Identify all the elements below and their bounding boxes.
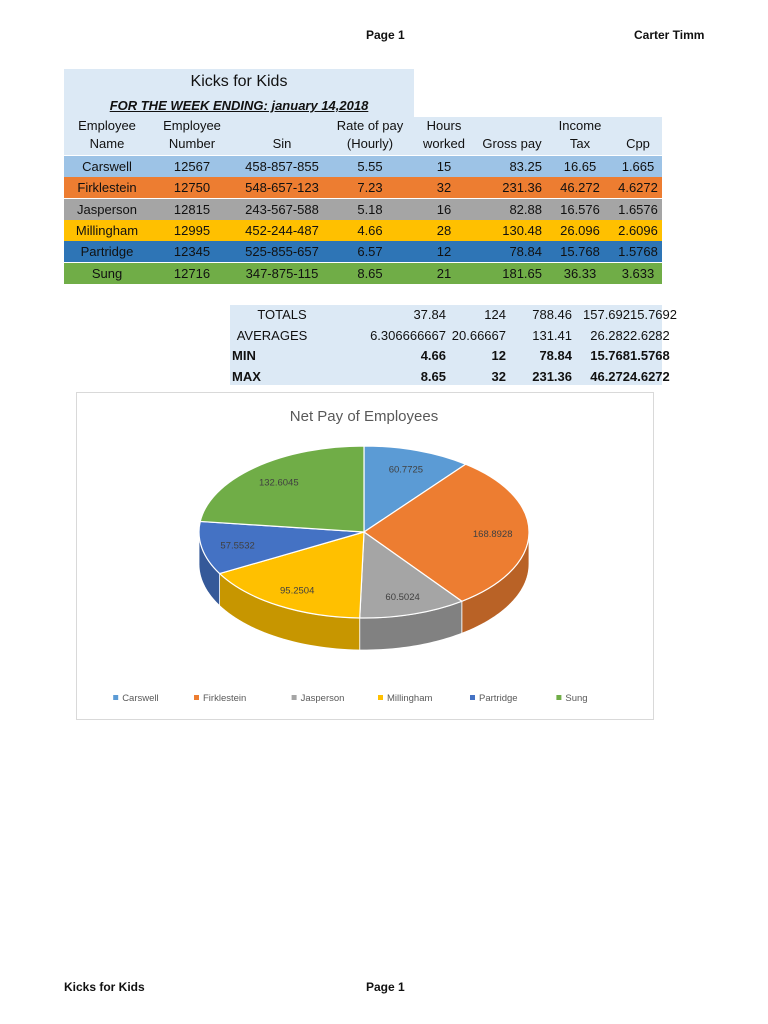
sheet-title: Kicks for Kids [190,73,288,90]
summary-row [230,346,670,366]
column-header-line [478,117,546,135]
column-header-line: Number [168,136,216,151]
summary-value: 8.65 [420,368,446,384]
summary-value: 20.66667 [451,327,506,343]
column-header [478,117,546,153]
table-cell: 16.65 [563,159,597,174]
summary-value: 15.768 [590,348,630,363]
chart-legend [113,693,587,704]
legend-label: Partridge [479,693,518,704]
table-cell: 82.88 [509,201,542,217]
chart-title: Net Pay of Employees [289,408,439,425]
column-header [330,117,410,153]
column-header-line: Employee [78,118,136,133]
summary-value: 12 [491,348,506,363]
column-header-line: Cpp [626,136,650,151]
column-header-line: Rate of pay [336,118,404,133]
header-page-number: Page 1 [366,28,405,42]
column-header-line [234,117,330,135]
table-cell: 1.6576 [618,201,658,217]
footer-title: Kicks for Kids [64,980,145,994]
table-cell: 130.48 [502,222,542,238]
pie-data-label: 95.2504 [280,585,315,597]
column-header-line: Income [558,118,602,133]
summary-value: 231.36 [532,368,572,384]
table-cell: 4.6272 [618,180,658,196]
legend-swatch [113,695,118,700]
table-cell: 12750 [173,180,211,196]
table-cell: 452-244-487 [245,222,319,238]
summary-value: 26.282 [590,327,630,343]
column-header-line: (Hourly) [346,136,394,151]
table-cell: Jasperson [77,201,137,217]
table-cell: 32 [436,180,452,196]
summary-value: 124 [484,307,506,322]
summary-value: 2.6282 [630,327,670,343]
column-header [234,117,330,153]
table-row [64,241,662,262]
table-cell: 2.6096 [618,222,658,238]
table-cell: 21 [436,265,452,281]
summary-label: MIN [232,348,256,363]
legend-swatch [470,695,475,700]
table-cell: 1.5768 [618,244,658,260]
summary-value: 4.66 [420,348,446,363]
pie-data-label: 168.8928 [472,529,513,540]
column-header-line: Employee [163,118,221,133]
table-cell: 26.096 [560,222,600,238]
sheet-subtitle: FOR THE WEEK ENDING: january 14,2018 [109,98,369,113]
table-cell: 231.36 [502,180,542,196]
summary-value: 4.6272 [630,368,670,384]
summary-value: 157.692 [583,307,630,322]
column-header-line: Gross pay [482,136,542,151]
table-cell: 15.768 [560,244,600,260]
summary-label: TOTALS [257,307,307,322]
title-box [64,69,414,117]
table-cell: 16 [436,201,452,217]
summary-row [230,305,677,325]
table-cell: 525-855-657 [245,244,319,260]
pie-data-label: 60.5024 [385,592,420,603]
column-header-line: Hours [426,118,462,133]
summary-table [230,305,677,385]
legend-label: Carswell [122,693,159,704]
table-cell: Partridge [80,244,134,260]
legend-swatch [556,695,561,700]
summary-value: 32 [491,368,506,384]
column-header [546,117,614,153]
table-cell: 4.66 [357,222,383,238]
summary-value: 6.306666667 [370,327,446,343]
table-row [64,220,662,241]
table-cell: 8.65 [357,265,383,281]
legend-label: Sung [565,693,588,704]
table-cell: 7.23 [357,180,383,196]
table-row [64,199,662,220]
summary-value: 37.84 [413,307,446,322]
column-header-line: worked [423,136,465,151]
header-author: Carter Timm [634,28,705,42]
table-cell: 548-657-123 [245,180,319,196]
legend-label: Millingham [387,693,433,704]
legend-label: Jasperson [300,693,345,704]
table-cell: 36.33 [563,265,597,281]
summary-row [230,367,670,387]
table-cell: 15 [436,159,452,174]
table-cell: 347-875-115 [245,265,319,281]
column-header-line [614,117,662,135]
column-header [614,117,662,153]
summary-value: 15.7692 [630,307,677,322]
table-cell: 12995 [173,222,211,238]
table-cell: 12345 [173,244,211,260]
table-cell: 12567 [173,159,211,174]
table-cell: 3.633 [621,265,655,281]
legend-swatch [194,695,199,700]
legend-label: Firklestein [203,693,247,704]
summary-value: 1.5768 [630,348,670,363]
summary-value: 788.46 [532,307,572,322]
table-row [64,263,662,284]
table-cell: 181.65 [502,265,542,281]
summary-label: AVERAGES [236,327,308,343]
summary-value: 46.272 [590,368,630,384]
pie-slice [200,446,364,532]
table-cell: 46.272 [560,180,600,196]
table-cell: 12716 [173,265,211,281]
table-cell: 16.576 [560,201,600,217]
legend-swatch [292,695,297,700]
table-cell: 83.25 [509,159,542,174]
column-header-line: Name [89,136,125,151]
column-header [410,117,478,153]
table-cell: Millingham [75,222,139,238]
table-cell: 5.18 [357,201,383,217]
table-cell: 28 [436,222,452,238]
pie-data-label: 60.7725 [388,464,424,476]
table-cell: Sung [91,265,123,281]
footer-page-number: Page 1 [366,980,405,994]
column-header [64,117,150,153]
table-cell: 5.55 [357,159,383,174]
table-cell: 6.57 [357,244,383,260]
summary-row [230,326,670,346]
pie-data-label: 57.5532 [220,540,255,552]
legend-swatch [378,695,383,700]
column-header [150,117,234,153]
table-cell: Carswell [82,159,132,174]
summary-value: 78.84 [539,348,572,363]
table-cell: 12 [436,244,452,260]
column-header-line: Tax [569,136,591,151]
pie-data-label: 132.6045 [258,477,299,489]
net-pay-chart [76,392,654,720]
pie-chart-svg [77,393,653,719]
summary-label: MAX [232,368,261,384]
table-row [64,156,662,177]
column-header-line: Sin [272,136,292,151]
table-cell: 78.84 [509,244,542,260]
table-cell: 1.665 [621,159,655,174]
table-cell: 12815 [173,201,211,217]
table-cell: Firklestein [77,180,137,196]
table-row [64,177,662,198]
table-cell: 458-857-855 [245,159,319,174]
table-cell: 243-567-588 [245,201,319,217]
summary-value: 131.41 [532,327,572,343]
